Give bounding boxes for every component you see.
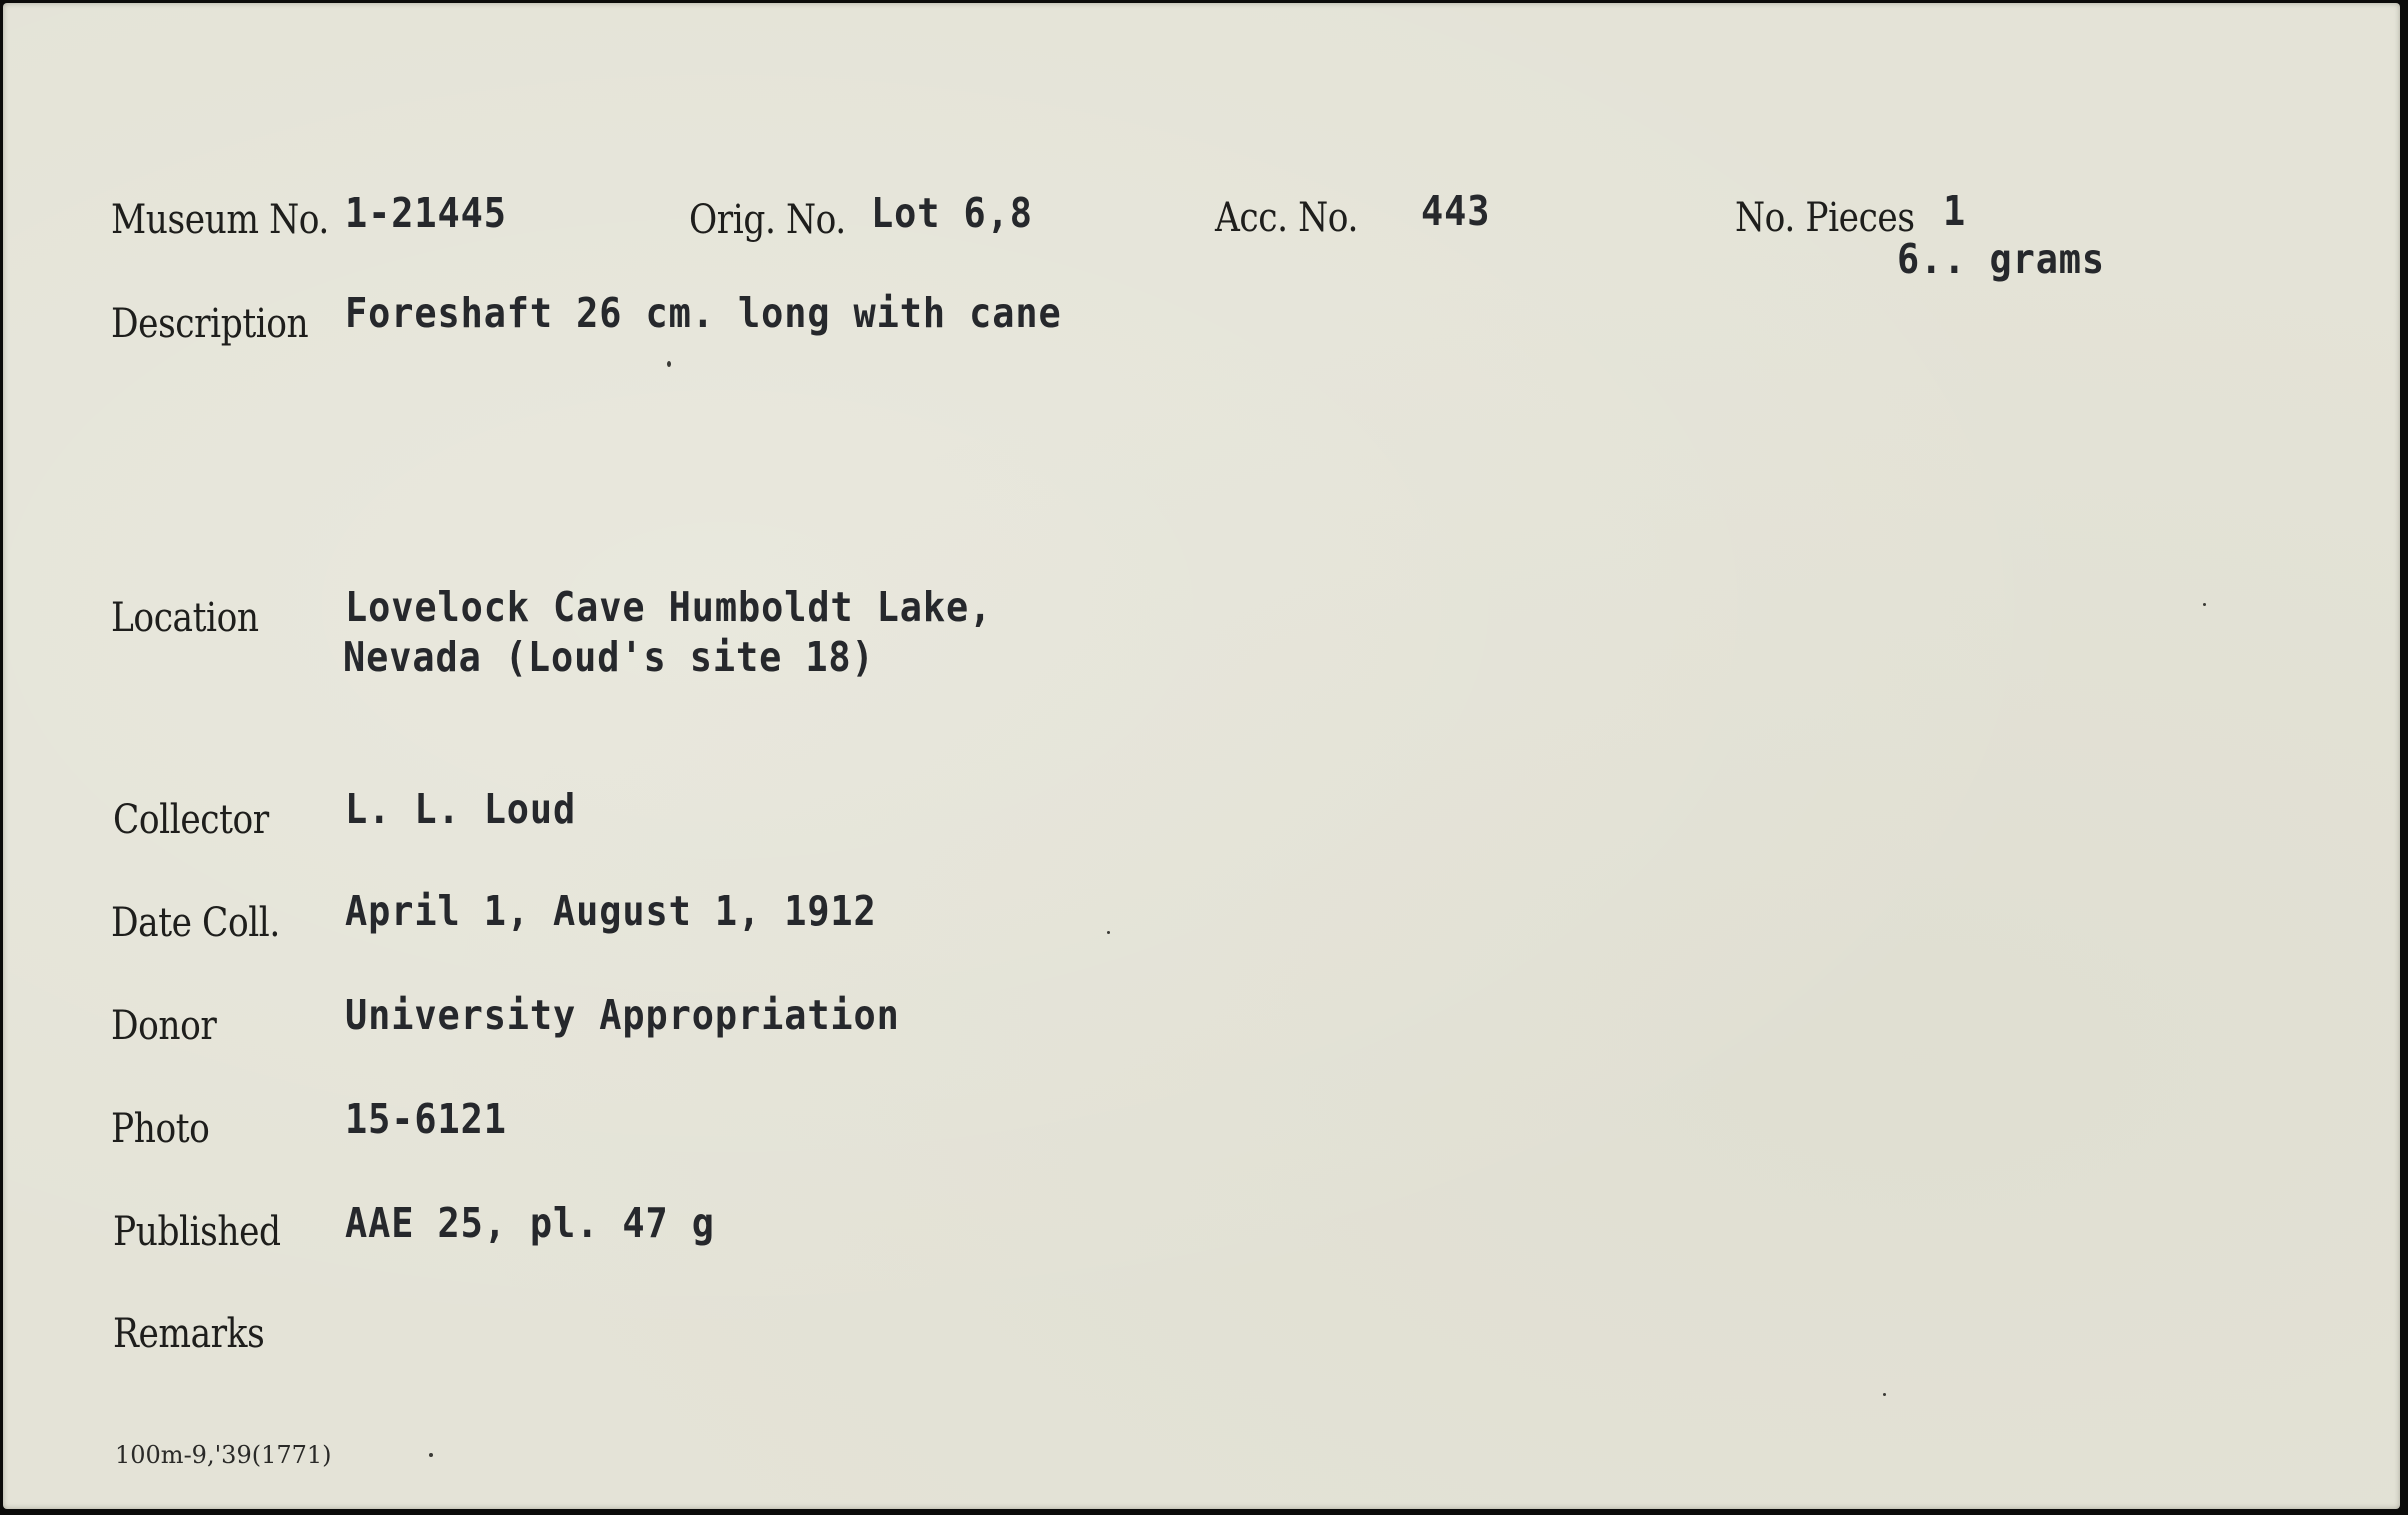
donor-label: Donor [111,1003,217,1049]
paper-speck [1107,931,1110,934]
paper-speck [429,1453,433,1457]
paper-speck [667,361,671,367]
paper-speck [2203,603,2206,606]
date-coll-label: Date Coll. [111,900,280,946]
location-line1: Lovelock Cave Humboldt Lake, [345,583,993,631]
donor-value: University Appropriation [345,991,900,1039]
orig-no-label: Orig. No. [689,197,846,243]
catalog-card [3,3,2400,1509]
date-coll-value: April 1, August 1, 1912 [345,887,877,935]
remarks-label: Remarks [113,1311,265,1357]
weight-value: 6.. grams [1897,235,2106,283]
acc-no-value: 443 [1421,187,1491,235]
photo-value: 15-6121 [345,1095,507,1143]
museum-no-label: Museum No. [111,197,329,243]
acc-no-label: Acc. No. [1215,195,1358,241]
location-label: Location [111,595,259,641]
museum-no-value: 1-21445 [345,189,507,237]
no-pieces-label: No. Pieces [1735,195,1915,241]
description-value: Foreshaft 26 cm. long with cane [345,289,1062,337]
paper-speck [1883,1393,1886,1396]
description-label: Description [111,301,309,347]
orig-no-value: Lot 6,8 [871,189,1033,237]
location-line2: Nevada (Loud's site 18) [343,633,875,681]
collector-label: Collector [113,797,269,843]
print-code: 100m-9,'39(1771) [115,1441,332,1469]
published-value: AAE 25, pl. 47 g [345,1199,715,1247]
photo-label: Photo [111,1106,210,1152]
published-label: Published [113,1209,281,1255]
collector-value: L. L. Loud [345,785,577,833]
no-pieces-value: 1 [1943,187,1967,235]
